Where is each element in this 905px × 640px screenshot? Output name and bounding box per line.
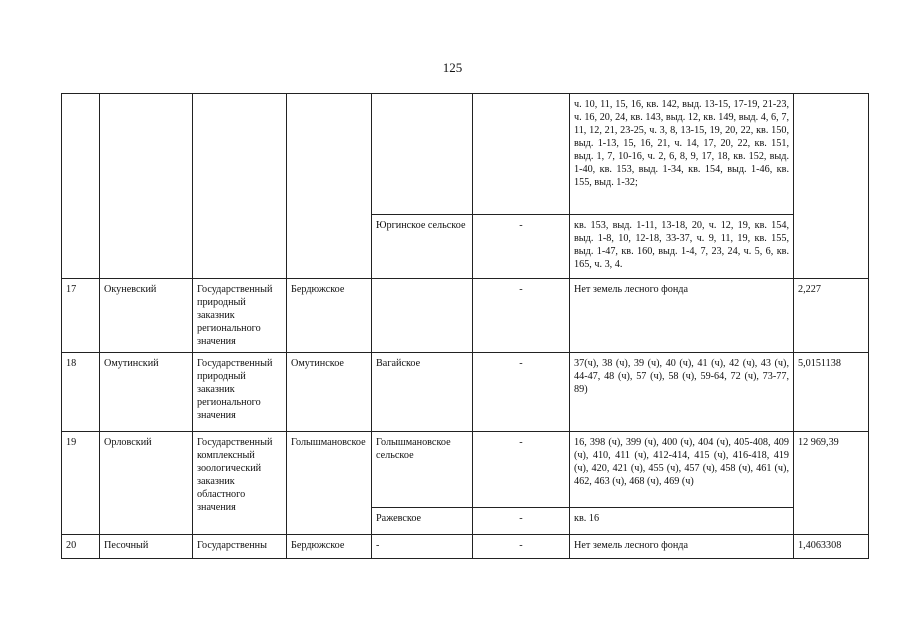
cell-settlement: Юргинское сельское	[372, 215, 473, 279]
cell-area: Нет земель лесного фонда	[570, 535, 794, 559]
cell-dash: -	[473, 535, 570, 559]
cell-name	[100, 94, 193, 279]
cell-settlement: Вагайское	[372, 353, 473, 432]
table-row	[62, 432, 869, 508]
cell-size: 1,4063308	[794, 535, 869, 559]
cell-district	[287, 94, 372, 279]
cell-district: Голышмановское	[287, 432, 372, 535]
cell-settlement	[372, 279, 473, 353]
cell-size: 5,0151138	[794, 353, 869, 432]
cell-district: Бердюжское	[287, 279, 372, 353]
table-row	[62, 279, 869, 353]
cell-district: Бердюжское	[287, 535, 372, 559]
cell-name: Окуневский	[100, 279, 193, 353]
cell-type	[193, 94, 287, 279]
cell-district: Омутинское	[287, 353, 372, 432]
cell-settlement: Голышмановское сельское	[372, 432, 473, 508]
cell-area: кв. 153, выд. 1-11, 13-18, 20, ч. 12, 19, кв. 154, выд. 1-8, 10, 12-18, 33-37, ч. 9, 11, 19, кв. 155, выд. 1-47, кв. 160, выд. 1-4, 7, 23, 24, ч. 5, 6, кв. 165, ч. 3, 4.	[570, 215, 794, 279]
page-number: 125	[442, 60, 463, 75]
cell-num: 19	[62, 432, 100, 535]
cell-num: 17	[62, 279, 100, 353]
cell-type: Государственный комплексный зоологический заказник областного значения	[193, 432, 287, 535]
cell-type: Государственны	[193, 535, 287, 559]
table-row	[62, 94, 869, 215]
cell-name: Песочный	[100, 535, 193, 559]
cell-area: Нет земель лесного фонда	[570, 279, 794, 353]
cell-area: 16, 398 (ч), 399 (ч), 400 (ч), 404 (ч), 405-408, 409 (ч), 410, 411 (ч), 412-414, 415 (ч), 416-418, 419 (ч), 420, 421 (ч), 455 (ч), 457 (ч), 458 (ч), 461 (ч), 462, 463 (ч), 468 (ч), 469 (ч)	[570, 432, 794, 508]
cell-size: 2,227	[794, 279, 869, 353]
cell-dash: -	[473, 279, 570, 353]
cell-num	[62, 94, 100, 279]
cell-settlement: Ражевское	[372, 508, 473, 535]
cell-type: Государственный природный заказник регионального значения	[193, 353, 287, 432]
cell-dash: -	[473, 215, 570, 279]
cell-dash: -	[473, 432, 570, 508]
table-row	[62, 535, 869, 559]
cell-area: ч. 10, 11, 15, 16, кв. 142, выд. 13-15, 17-19, 21-23, ч. 16, 20, 24, кв. 143, выд. 12, кв. 149, выд. 4, 6, 7, 11, 12, 21, 23-25, ч. 3, 8, 13-15, 19, 20, 22, кв. 150, выд. 1-13, 15, 16, 21, ч. 14, 17, 20, 22, кв. 151, выд. 1, 7, 10-16, ч. 2, 6, 8, 9, 17, 18, кв. 152, выд. 1-40, кв. 153, выд. 1-34, кв. 154, выд. 1-46, кв. 155, выд. 1-32;	[570, 94, 794, 215]
cell-settlement: -	[372, 535, 473, 559]
cell-settlement	[372, 94, 473, 215]
cell-dash: -	[473, 353, 570, 432]
cell-dash	[473, 94, 570, 215]
table-row	[62, 353, 869, 432]
cell-area: 37(ч), 38 (ч), 39 (ч), 40 (ч), 41 (ч), 42 (ч), 43 (ч), 44-47, 48 (ч), 57 (ч), 58 (ч), 59-64, 72 (ч), 73-77, 89)	[570, 353, 794, 432]
cell-size	[794, 94, 869, 279]
cell-name: Омутинский	[100, 353, 193, 432]
cell-area: кв. 16	[570, 508, 794, 535]
cell-size: 12 969,39	[794, 432, 869, 535]
cell-dash: -	[473, 508, 570, 535]
reserves-table	[61, 93, 869, 559]
cell-type: Государственный природный заказник регионального значения	[193, 279, 287, 353]
cell-num: 20	[62, 535, 100, 559]
cell-name: Орловский	[100, 432, 193, 535]
cell-num: 18	[62, 353, 100, 432]
